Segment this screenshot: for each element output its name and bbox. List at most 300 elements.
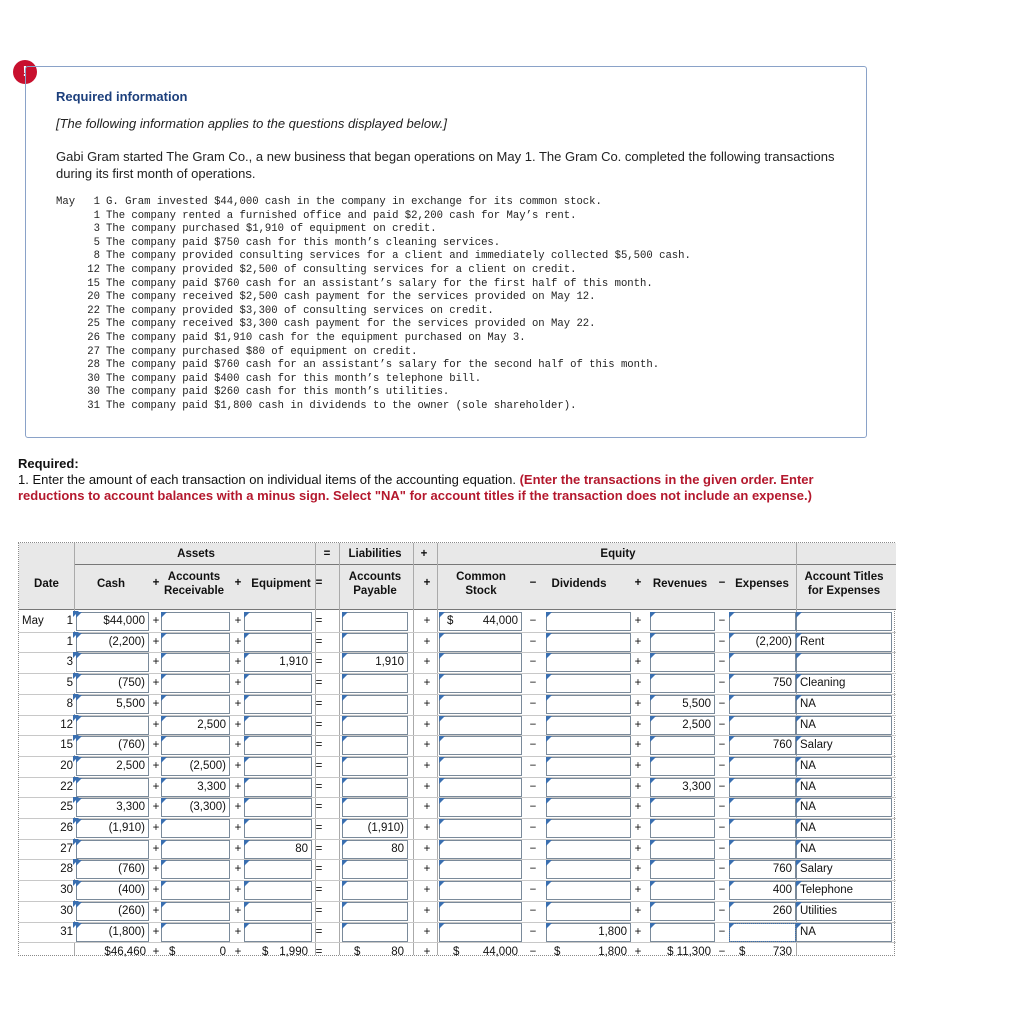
common-stock-input[interactable] xyxy=(439,653,522,672)
transaction-month xyxy=(56,386,82,400)
transaction-item xyxy=(56,346,691,360)
transaction-day: 27 xyxy=(87,345,100,358)
row-operator: = xyxy=(315,759,323,772)
accounts-payable-input[interactable] xyxy=(342,860,408,879)
row-operator: + xyxy=(234,739,242,752)
common-stock-input[interactable] xyxy=(439,819,522,838)
row-operator: + xyxy=(423,863,431,876)
dividends-input[interactable] xyxy=(546,840,631,859)
total-ar-dollar: $ xyxy=(169,946,176,959)
equipment-input[interactable] xyxy=(244,695,312,714)
common-stock-input[interactable] xyxy=(439,840,522,859)
row-day: 1 xyxy=(66,615,73,627)
transaction-day: 20 xyxy=(87,291,100,304)
transaction-month xyxy=(56,210,82,224)
accounts-payable-input-value: (1,910) xyxy=(367,822,404,834)
cash-input-value: (1,910) xyxy=(108,822,145,834)
header-operator: = xyxy=(315,577,323,589)
header-equipment: Equipment xyxy=(251,578,311,590)
dividends-input[interactable] xyxy=(546,633,631,652)
row-operator: − xyxy=(529,677,537,690)
row-day: 27 xyxy=(60,842,73,855)
transaction-month xyxy=(56,223,82,237)
row-operator: + xyxy=(634,801,642,814)
equipment-input[interactable] xyxy=(244,612,312,631)
common-stock-input[interactable] xyxy=(439,674,522,693)
transaction-text: The company paid $1,910 cash for the equipment purchased on May 3. xyxy=(106,331,526,344)
row-operator: − xyxy=(718,759,726,772)
transaction-text: The company rented a furnished office and paid $2,200 cash for May’s rent. xyxy=(106,209,577,222)
total-exp-dollar: $ xyxy=(739,946,746,959)
common-stock-dollar-sign: $ xyxy=(447,615,454,627)
row-operator: − xyxy=(529,884,537,897)
revenues-input[interactable] xyxy=(650,674,715,693)
equipment-input[interactable] xyxy=(244,633,312,652)
expenses-input[interactable] xyxy=(729,716,796,735)
accounts-receivable-input-value: (2,500) xyxy=(189,759,226,772)
expenses-focus-outline xyxy=(729,923,796,942)
common-stock-input[interactable] xyxy=(439,860,522,879)
transaction-item xyxy=(56,318,691,332)
accounting-equation-table xyxy=(18,542,895,959)
row-operator: + xyxy=(152,842,160,855)
row-day: 25 xyxy=(60,801,73,814)
info-subtitle: [The following information applies to the questions displayed below.] xyxy=(56,116,447,131)
header-revenues: Revenues xyxy=(652,578,708,590)
equipment-input-value: 80 xyxy=(295,842,308,855)
accounts-receivable-input[interactable] xyxy=(161,612,230,631)
equipment-input-value: 1,910 xyxy=(279,656,308,669)
header-operator: − xyxy=(718,577,726,589)
dividends-input[interactable] xyxy=(546,695,631,714)
account-title-value: Rent xyxy=(800,635,825,648)
equipment-input[interactable] xyxy=(244,902,312,921)
row-day: 12 xyxy=(60,718,73,731)
row-operator: + xyxy=(152,718,160,731)
transaction-text: The company paid $760 cash for an assistant’s salary for the first half of this month. xyxy=(106,277,653,290)
row-operator: + xyxy=(234,801,242,814)
expenses-input[interactable] xyxy=(729,612,796,631)
cash-input-value: (750) xyxy=(118,677,145,690)
accounts-payable-input-value: 80 xyxy=(391,842,404,855)
transaction-month: May xyxy=(56,196,76,208)
accounts-payable-input[interactable] xyxy=(342,902,408,921)
revenues-input[interactable] xyxy=(650,881,715,900)
row-operator: + xyxy=(423,677,431,690)
revenues-input[interactable] xyxy=(650,798,715,817)
row-operator: + xyxy=(234,925,242,938)
info-title: Required information xyxy=(56,89,188,104)
row-operator: − xyxy=(718,801,726,814)
row-operator: + xyxy=(152,677,160,690)
accounts-payable-input[interactable] xyxy=(342,716,408,735)
account-title-value: NA xyxy=(800,822,816,834)
accounts-receivable-input[interactable] xyxy=(161,736,230,755)
row-operator: = xyxy=(315,863,323,876)
expenses-input[interactable] xyxy=(729,840,796,859)
accounts-payable-input[interactable] xyxy=(342,778,408,797)
total-operator: + xyxy=(423,946,431,959)
accounts-receivable-input-value: 2,500 xyxy=(197,718,226,731)
row-operator: − xyxy=(718,925,726,938)
transaction-text: The company purchased $80 of equipment on credit. xyxy=(106,345,418,358)
transaction-month xyxy=(56,359,82,373)
equipment-input[interactable] xyxy=(244,757,312,776)
row-operator: − xyxy=(718,697,726,710)
required-instructions xyxy=(18,472,848,504)
transaction-day: 25 xyxy=(87,318,100,331)
row-operator: − xyxy=(529,739,537,752)
equipment-input[interactable] xyxy=(244,881,312,900)
dividends-input[interactable] xyxy=(546,881,631,900)
expenses-input[interactable] xyxy=(729,757,796,776)
row-operator: + xyxy=(634,635,642,648)
accounts-payable-input[interactable] xyxy=(342,695,408,714)
expenses-input[interactable] xyxy=(729,819,796,838)
row-operator: + xyxy=(234,780,242,793)
dividends-input[interactable] xyxy=(546,798,631,817)
account-title-value: Cleaning xyxy=(800,677,846,690)
equipment-input[interactable] xyxy=(244,798,312,817)
row-operator: + xyxy=(423,697,431,710)
accounts-payable-input[interactable] xyxy=(342,881,408,900)
row-operator: − xyxy=(718,656,726,669)
transaction-day: 30 xyxy=(87,386,100,399)
transaction-item xyxy=(56,291,691,305)
dividends-input[interactable] xyxy=(546,736,631,755)
row-operator: + xyxy=(152,615,160,627)
expenses-input-value: 760 xyxy=(772,863,792,876)
revenues-input[interactable] xyxy=(650,633,715,652)
account-title-value: Salary xyxy=(800,863,833,876)
cash-input-value: (2,200) xyxy=(108,635,145,648)
equipment-input[interactable] xyxy=(244,716,312,735)
accounts-receivable-input-value: (3,300) xyxy=(189,801,226,814)
transaction-day: 15 xyxy=(87,277,100,290)
dividends-input[interactable] xyxy=(546,674,631,693)
accounts-payable-input-value: 1,910 xyxy=(375,656,404,669)
accounts-payable-input[interactable] xyxy=(342,633,408,652)
row-day: 28 xyxy=(60,863,73,876)
row-operator: + xyxy=(634,759,642,772)
transaction-day: 1 xyxy=(93,209,100,222)
transaction-text: The company provided $2,500 of consulting services for a client on credit. xyxy=(106,263,577,276)
row-day: 20 xyxy=(60,759,73,772)
transaction-text: The company paid $760 cash for an assistant’s salary for the second half of this month. xyxy=(106,359,660,372)
transaction-day: 26 xyxy=(87,331,100,344)
revenues-input[interactable] xyxy=(650,736,715,755)
header-date: Date xyxy=(34,578,59,590)
common-stock-input[interactable] xyxy=(439,716,522,735)
row-operator: + xyxy=(152,863,160,876)
header-dividends: Dividends xyxy=(551,578,607,590)
row-operator: + xyxy=(634,615,642,627)
total-operator: = xyxy=(315,946,323,959)
row-operator: + xyxy=(634,904,642,917)
account-title-value: NA xyxy=(800,718,816,731)
transaction-item xyxy=(56,210,691,224)
alert-icon: ! xyxy=(13,60,37,84)
transaction-item xyxy=(56,278,691,292)
equipment-input[interactable] xyxy=(244,860,312,879)
common-stock-input[interactable] xyxy=(439,633,522,652)
accounts-receivable-input[interactable] xyxy=(161,653,230,672)
header-plus: + xyxy=(420,548,428,560)
account-title-select[interactable] xyxy=(796,612,892,631)
header-cash: Cash xyxy=(96,578,126,590)
transaction-month xyxy=(56,278,82,292)
row-operator: + xyxy=(423,904,431,917)
row-operator: − xyxy=(529,925,537,938)
transaction-item xyxy=(56,400,691,414)
row-day: 15 xyxy=(60,739,73,752)
row-operator: + xyxy=(152,739,160,752)
required-instructions-text: 1. Enter the amount of each transaction on individual items of the accounting equation. xyxy=(18,472,516,487)
row-operator: = xyxy=(315,925,323,938)
transaction-text: The company paid $400 cash for this month’s telephone bill. xyxy=(106,372,482,385)
row-operator: + xyxy=(152,884,160,897)
row-operator: − xyxy=(529,780,537,793)
row-operator: + xyxy=(634,863,642,876)
transaction-item xyxy=(56,196,691,210)
cash-input[interactable] xyxy=(76,653,149,672)
accounts-payable-input[interactable] xyxy=(342,757,408,776)
dividends-input[interactable] xyxy=(546,653,631,672)
common-stock-input[interactable] xyxy=(439,695,522,714)
row-operator: + xyxy=(423,822,431,834)
accounts-receivable-input[interactable] xyxy=(161,902,230,921)
transaction-item xyxy=(56,332,691,346)
total-accounts-payable: 80 xyxy=(391,946,404,959)
cash-input-value: 5,500 xyxy=(116,697,145,710)
accounts-payable-input[interactable] xyxy=(342,798,408,817)
accounts-receivable-input[interactable] xyxy=(161,695,230,714)
row-operator: + xyxy=(634,718,642,731)
account-title-value: NA xyxy=(800,925,816,938)
accounts-receivable-input[interactable] xyxy=(161,819,230,838)
row-day: 26 xyxy=(60,822,73,834)
row-operator: − xyxy=(718,904,726,917)
header-equity: Equity xyxy=(600,548,636,560)
accounts-payable-input[interactable] xyxy=(342,612,408,631)
transaction-month xyxy=(56,346,82,360)
transaction-text: The company provided consulting services for a client and immediately collected $5,500 cash. xyxy=(106,250,691,263)
cash-input-value: (260) xyxy=(118,904,145,917)
cash-input[interactable] xyxy=(76,778,149,797)
transaction-month xyxy=(56,400,82,414)
row-operator: + xyxy=(423,759,431,772)
account-title-value: NA xyxy=(800,842,816,855)
revenues-input[interactable] xyxy=(650,923,715,942)
cash-input-value: (760) xyxy=(118,863,145,876)
row-operator: + xyxy=(152,780,160,793)
transaction-text: The company paid $1,800 cash in dividends to the owner (sole shareholder). xyxy=(106,399,577,412)
revenues-input[interactable] xyxy=(650,819,715,838)
transaction-month xyxy=(56,332,82,346)
accounts-receivable-input[interactable] xyxy=(161,860,230,879)
transaction-month xyxy=(56,305,82,319)
revenues-input[interactable] xyxy=(650,840,715,859)
cash-input[interactable] xyxy=(76,716,149,735)
expenses-input[interactable] xyxy=(729,653,796,672)
equipment-input[interactable] xyxy=(244,736,312,755)
row-operator: + xyxy=(634,780,642,793)
accounts-receivable-input[interactable] xyxy=(161,840,230,859)
header-operator: + xyxy=(634,577,642,589)
column-rule xyxy=(413,543,414,955)
dividends-input[interactable] xyxy=(546,757,631,776)
cash-input-value: 2,500 xyxy=(116,759,145,772)
revenues-input-value: 2,500 xyxy=(682,718,711,731)
row-operator: = xyxy=(315,697,323,710)
transaction-item xyxy=(56,386,691,400)
transaction-item xyxy=(56,305,691,319)
header-bottom-line xyxy=(19,609,896,610)
header-accounts-payable: Accounts Payable xyxy=(348,571,402,597)
required-label: Required: xyxy=(18,456,79,471)
common-stock-input[interactable] xyxy=(439,923,522,942)
account-title-value: Utilities xyxy=(800,904,838,917)
header-accounts-receivable: Accounts Receivable xyxy=(163,571,225,597)
revenues-input[interactable] xyxy=(650,757,715,776)
expenses-input[interactable] xyxy=(729,695,796,714)
total-stock-dollar: $ xyxy=(453,946,460,959)
revenues-input-value: 5,500 xyxy=(682,697,711,710)
dividends-input[interactable] xyxy=(546,612,631,631)
transaction-item xyxy=(56,264,691,278)
row-operator: − xyxy=(529,904,537,917)
expenses-input[interactable] xyxy=(729,798,796,817)
row-operator: + xyxy=(423,801,431,814)
accounts-receivable-input[interactable] xyxy=(161,674,230,693)
dividends-input[interactable] xyxy=(546,902,631,921)
column-rule xyxy=(437,543,438,955)
row-operator: + xyxy=(234,884,242,897)
cash-input[interactable] xyxy=(76,840,149,859)
row-operator: + xyxy=(423,780,431,793)
header-operator: − xyxy=(529,577,537,589)
table-row xyxy=(19,942,896,943)
row-operator: = xyxy=(315,780,323,793)
total-operator: − xyxy=(718,946,726,959)
dividends-input[interactable] xyxy=(546,778,631,797)
row-operator: − xyxy=(529,801,537,814)
total-ap-dollar: $ xyxy=(354,946,361,959)
accounts-payable-input[interactable] xyxy=(342,923,408,942)
equipment-input[interactable] xyxy=(244,923,312,942)
revenues-input[interactable] xyxy=(650,860,715,879)
common-stock-input[interactable] xyxy=(439,902,522,921)
row-operator: + xyxy=(234,656,242,669)
total-operator: + xyxy=(634,946,642,959)
row-operator: + xyxy=(634,842,642,855)
row-operator: + xyxy=(423,739,431,752)
row-operator: − xyxy=(718,884,726,897)
accounts-receivable-input[interactable] xyxy=(161,633,230,652)
row-operator: − xyxy=(718,677,726,690)
common-stock-input[interactable] xyxy=(439,881,522,900)
row-operator: − xyxy=(529,656,537,669)
accounts-receivable-input[interactable] xyxy=(161,881,230,900)
transaction-item xyxy=(56,237,691,251)
total-cash: $46,460 xyxy=(104,946,146,959)
revenues-input[interactable] xyxy=(650,902,715,921)
account-title-select[interactable] xyxy=(796,653,892,672)
row-day: 3 xyxy=(66,656,73,669)
transaction-month xyxy=(56,291,82,305)
expenses-input-value: 760 xyxy=(772,739,792,752)
accounts-payable-input[interactable] xyxy=(342,736,408,755)
transaction-day: 31 xyxy=(87,399,100,412)
row-operator: + xyxy=(423,718,431,731)
equipment-input[interactable] xyxy=(244,819,312,838)
row-operator: + xyxy=(634,739,642,752)
total-accounts-receivable: 0 xyxy=(219,946,226,959)
transaction-text: G. Gram invested $44,000 cash in the company in exchange for its common stock. xyxy=(106,196,602,208)
column-rule xyxy=(339,543,340,955)
row-day: 5 xyxy=(66,677,73,690)
header-assets: Assets xyxy=(177,548,215,560)
row-operator: = xyxy=(315,842,323,855)
dividends-input[interactable] xyxy=(546,819,631,838)
transaction-day: 5 xyxy=(93,236,100,249)
total-operator: − xyxy=(529,946,537,959)
revenues-input[interactable] xyxy=(650,612,715,631)
header-divider xyxy=(74,564,896,565)
row-operator: − xyxy=(529,615,537,627)
dividends-input[interactable] xyxy=(546,860,631,879)
revenues-input[interactable] xyxy=(650,653,715,672)
total-revenues: $ 11,300 xyxy=(667,946,711,959)
row-operator: + xyxy=(152,697,160,710)
row-operator: = xyxy=(315,656,323,669)
transaction-day: 12 xyxy=(87,263,100,276)
common-stock-input[interactable] xyxy=(439,736,522,755)
total-equipment: 1,990 xyxy=(279,946,308,959)
transaction-text: The company paid $260 cash for this month’s utilities. xyxy=(106,386,450,399)
dividends-input-value: 1,800 xyxy=(598,925,627,938)
equipment-input[interactable] xyxy=(244,674,312,693)
common-stock-input[interactable] xyxy=(439,798,522,817)
transaction-text: The company paid $750 cash for this month’s cleaning services. xyxy=(106,236,501,249)
equipment-input[interactable] xyxy=(244,778,312,797)
accounts-receivable-input[interactable] xyxy=(161,923,230,942)
total-common-stock: 44,000 xyxy=(482,946,518,959)
account-title-value: Telephone xyxy=(800,884,854,897)
expenses-input[interactable] xyxy=(729,778,796,797)
total-equipment-dollar: $ xyxy=(262,946,269,959)
dividends-input[interactable] xyxy=(546,716,631,735)
row-operator: + xyxy=(423,635,431,648)
transaction-item xyxy=(56,359,691,373)
header-common-stock: Common Stock xyxy=(456,571,506,597)
row-operator: − xyxy=(718,822,726,834)
common-stock-input[interactable] xyxy=(439,757,522,776)
row-operator: − xyxy=(718,780,726,793)
total-dividends: 1,800 xyxy=(598,946,627,959)
transaction-text: The company provided $3,300 of consulting services on credit. xyxy=(106,304,494,317)
row-operator: + xyxy=(423,656,431,669)
transaction-day: 30 xyxy=(87,372,100,385)
expenses-input-value: 750 xyxy=(772,677,792,690)
account-title-value: NA xyxy=(800,759,816,772)
row-operator: = xyxy=(315,822,323,834)
row-operator: − xyxy=(718,615,726,627)
row-operator: − xyxy=(718,739,726,752)
accounts-payable-input[interactable] xyxy=(342,674,408,693)
account-title-value: NA xyxy=(800,801,816,814)
common-stock-input[interactable] xyxy=(439,778,522,797)
